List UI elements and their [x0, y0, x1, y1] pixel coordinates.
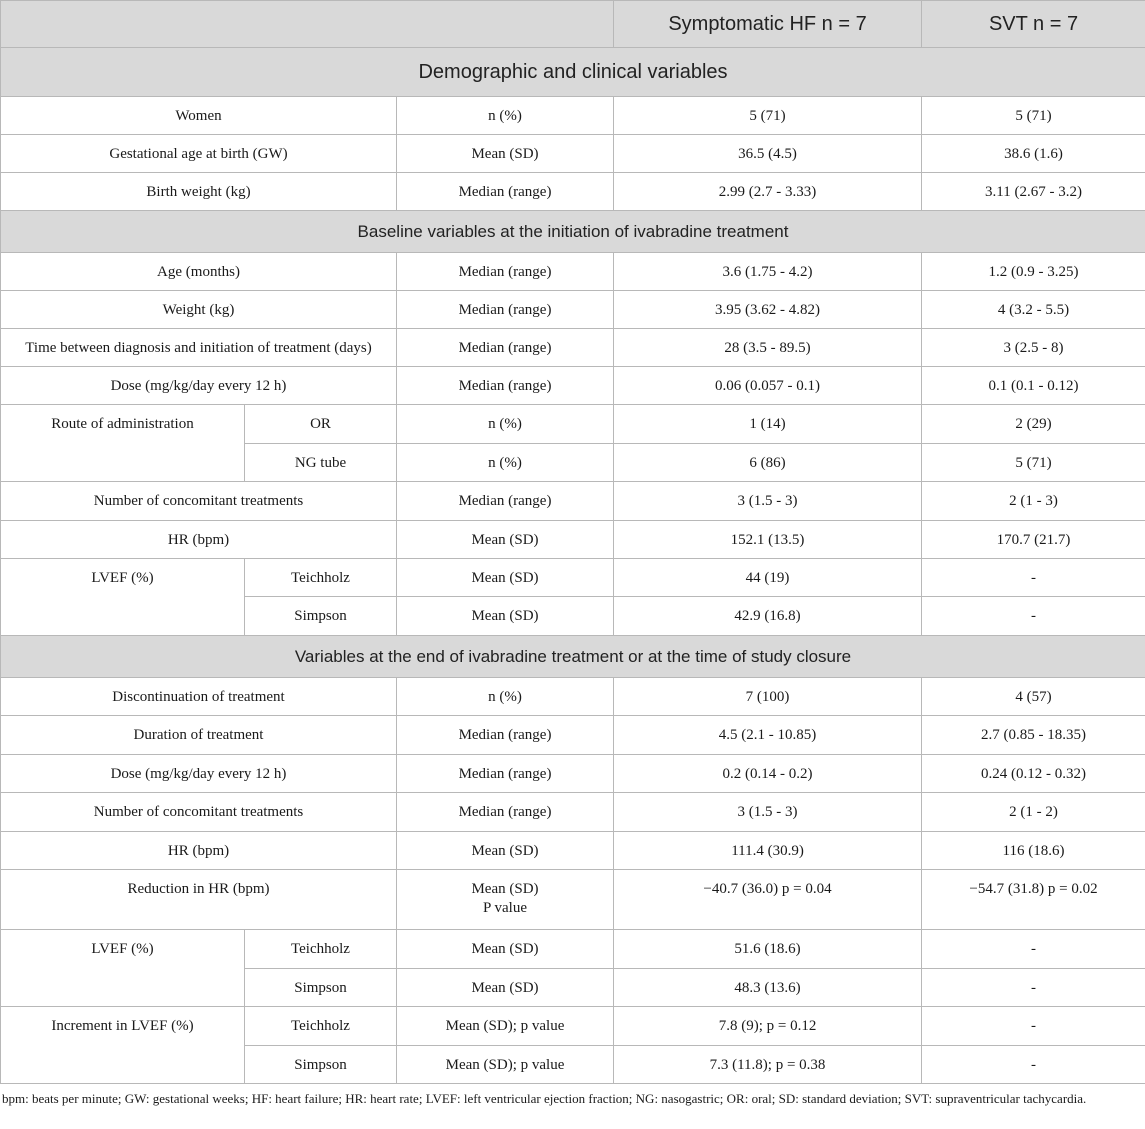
row-hf-value: 3.6 (1.75 - 4.2)	[614, 253, 922, 291]
row-stat: Mean (SD); p value	[397, 1007, 614, 1046]
row-label: Weight (kg)	[1, 291, 397, 329]
row-hf-value: 4.5 (2.1 - 10.85)	[614, 716, 922, 755]
row-stat: Median (range)	[397, 173, 614, 211]
row-svt-value: 1.2 (0.9 - 3.25)	[922, 253, 1145, 291]
row-svt-value: 2 (1 - 3)	[922, 482, 1145, 521]
table-row	[1, 291, 1145, 329]
table-row	[1, 930, 1145, 969]
row-stat: Median (range)	[397, 329, 614, 367]
row-label: Reduction in HR (bpm)	[1, 870, 397, 930]
table-row	[1, 1007, 1145, 1046]
row-stat: Mean (SD)	[397, 521, 614, 559]
row-svt-value: 4 (57)	[922, 678, 1145, 716]
row-group-label: LVEF (%)	[1, 559, 245, 636]
row-svt-value: 3 (2.5 - 8)	[922, 329, 1145, 367]
table-row	[1, 367, 1145, 405]
row-stat: Mean (SD)	[397, 597, 614, 636]
row-stat: Mean (SD); p value	[397, 1046, 614, 1084]
row-svt-value: -	[922, 1007, 1145, 1046]
row-stat-line: Mean (SD)	[471, 881, 539, 897]
row-stat: n (%)	[397, 97, 614, 135]
table-row	[1, 678, 1145, 716]
row-svt-value: 5 (71)	[922, 97, 1145, 135]
row-stat: Median (range)	[397, 755, 614, 793]
table-row	[1, 253, 1145, 291]
row-hf-value: −40.7 (36.0) p = 0.04	[614, 870, 922, 930]
row-sublabel: Simpson	[245, 969, 397, 1007]
row-label: Women	[1, 97, 397, 135]
table-row	[1, 482, 1145, 521]
row-sublabel: Simpson	[245, 597, 397, 636]
row-svt-value: -	[922, 930, 1145, 969]
row-svt-value: 170.7 (21.7)	[922, 521, 1145, 559]
row-label: HR (bpm)	[1, 521, 397, 559]
row-stat: n (%)	[397, 444, 614, 482]
row-hf-value: 3 (1.5 - 3)	[614, 793, 922, 832]
row-stat: Mean (SD)	[397, 930, 614, 969]
row-hf-value: 7.8 (9); p = 0.12	[614, 1007, 922, 1046]
row-sublabel: OR	[245, 405, 397, 444]
row-svt-value: 3.11 (2.67 - 3.2)	[922, 173, 1145, 211]
row-label: Time between diagnosis and initiation of treatment (days)	[1, 329, 397, 367]
row-hf-value: 44 (19)	[614, 559, 922, 597]
row-svt-value: -	[922, 597, 1145, 636]
row-label: Number of concomitant treatments	[1, 482, 397, 521]
table-row	[1, 97, 1145, 135]
row-sublabel: Teichholz	[245, 930, 397, 969]
row-hf-value: 111.4 (30.9)	[614, 832, 922, 870]
row-label: Discontinuation of treatment	[1, 678, 397, 716]
row-stat	[397, 870, 614, 930]
header-hf: Symptomatic HF n = 7	[614, 1, 922, 48]
row-svt-value: 0.24 (0.12 - 0.32)	[922, 755, 1145, 793]
row-svt-value: 2 (29)	[922, 405, 1145, 444]
row-hf-value: 0.2 (0.14 - 0.2)	[614, 755, 922, 793]
row-svt-value: -	[922, 1046, 1145, 1084]
section-row	[1, 211, 1145, 253]
row-label: Duration of treatment	[1, 716, 397, 755]
row-label: Number of concomitant treatments	[1, 793, 397, 832]
row-svt-value: 116 (18.6)	[922, 832, 1145, 870]
row-hf-value: 6 (86)	[614, 444, 922, 482]
header-row	[1, 1, 1145, 48]
table-row	[1, 329, 1145, 367]
section-row	[1, 636, 1145, 678]
row-stat: Mean (SD)	[397, 559, 614, 597]
row-label: Birth weight (kg)	[1, 173, 397, 211]
section-row	[1, 48, 1145, 97]
row-stat: Median (range)	[397, 291, 614, 329]
row-svt-value: -	[922, 559, 1145, 597]
section-end: Variables at the end of ivabradine treatment or at the time of study closure	[1, 636, 1145, 678]
row-label: Age (months)	[1, 253, 397, 291]
row-hf-value: 3 (1.5 - 3)	[614, 482, 922, 521]
row-stat: Mean (SD)	[397, 832, 614, 870]
row-stat: Median (range)	[397, 367, 614, 405]
table-row	[1, 135, 1145, 173]
row-sublabel: Teichholz	[245, 1007, 397, 1046]
row-svt-value: 4 (3.2 - 5.5)	[922, 291, 1145, 329]
table-row	[1, 832, 1145, 870]
row-svt-value: −54.7 (31.8) p = 0.02	[922, 870, 1145, 930]
row-stat: Median (range)	[397, 482, 614, 521]
table-row	[1, 755, 1145, 793]
row-sublabel: NG tube	[245, 444, 397, 482]
row-hf-value: 3.95 (3.62 - 4.82)	[614, 291, 922, 329]
row-svt-value: 0.1 (0.1 - 0.12)	[922, 367, 1145, 405]
row-stat: Mean (SD)	[397, 969, 614, 1007]
row-sublabel: Teichholz	[245, 559, 397, 597]
row-stat: Median (range)	[397, 793, 614, 832]
row-hf-value: 5 (71)	[614, 97, 922, 135]
row-svt-value: -	[922, 969, 1145, 1007]
row-stat: Median (range)	[397, 716, 614, 755]
row-label: HR (bpm)	[1, 832, 397, 870]
row-group-label: LVEF (%)	[1, 930, 245, 1007]
row-hf-value: 36.5 (4.5)	[614, 135, 922, 173]
row-hf-value: 7 (100)	[614, 678, 922, 716]
row-label: Dose (mg/kg/day every 12 h)	[1, 755, 397, 793]
row-svt-value: 38.6 (1.6)	[922, 135, 1145, 173]
row-sublabel: Simpson	[245, 1046, 397, 1084]
row-hf-value: 2.99 (2.7 - 3.33)	[614, 173, 922, 211]
row-hf-value: 152.1 (13.5)	[614, 521, 922, 559]
row-stat: n (%)	[397, 678, 614, 716]
row-stat: Median (range)	[397, 253, 614, 291]
row-hf-value: 7.3 (11.8); p = 0.38	[614, 1046, 922, 1084]
table-row	[1, 870, 1145, 930]
row-hf-value: 42.9 (16.8)	[614, 597, 922, 636]
table-row	[1, 405, 1145, 444]
row-stat-line: P value	[482, 900, 528, 916]
row-group-label: Increment in LVEF (%)	[1, 1007, 245, 1084]
row-svt-value: 5 (71)	[922, 444, 1145, 482]
table-row	[1, 793, 1145, 832]
section-demographic: Demographic and clinical variables	[1, 48, 1145, 97]
header-blank	[1, 1, 614, 48]
table-row	[1, 716, 1145, 755]
row-hf-value: 0.06 (0.057 - 0.1)	[614, 367, 922, 405]
section-baseline: Baseline variables at the initiation of ivabradine treatment	[1, 211, 1145, 253]
row-svt-value: 2 (1 - 2)	[922, 793, 1145, 832]
row-label: Gestational age at birth (GW)	[1, 135, 397, 173]
row-stat: Mean (SD)	[397, 135, 614, 173]
row-hf-value: 51.6 (18.6)	[614, 930, 922, 969]
table-row	[1, 173, 1145, 211]
row-hf-value: 1 (14)	[614, 405, 922, 444]
table-row	[1, 559, 1145, 597]
table-footnote: bpm: beats per minute; GW: gestational weeks; HF: heart failure; HR: heart rate; LVEF: left ventricular ejection fraction; NG: nasogastric; OR: oral; SD: standard deviation; SVT: supraventricular tachycardia.	[2, 1091, 1087, 1106]
row-svt-value: 2.7 (0.85 - 18.35)	[922, 716, 1145, 755]
row-hf-value: 28 (3.5 - 89.5)	[614, 329, 922, 367]
row-hf-value: 48.3 (13.6)	[614, 969, 922, 1007]
header-svt: SVT n = 7	[922, 1, 1145, 48]
table-row	[1, 521, 1145, 559]
row-stat: n (%)	[397, 405, 614, 444]
row-group-label: Route of administration	[1, 405, 245, 482]
row-label: Dose (mg/kg/day every 12 h)	[1, 367, 397, 405]
